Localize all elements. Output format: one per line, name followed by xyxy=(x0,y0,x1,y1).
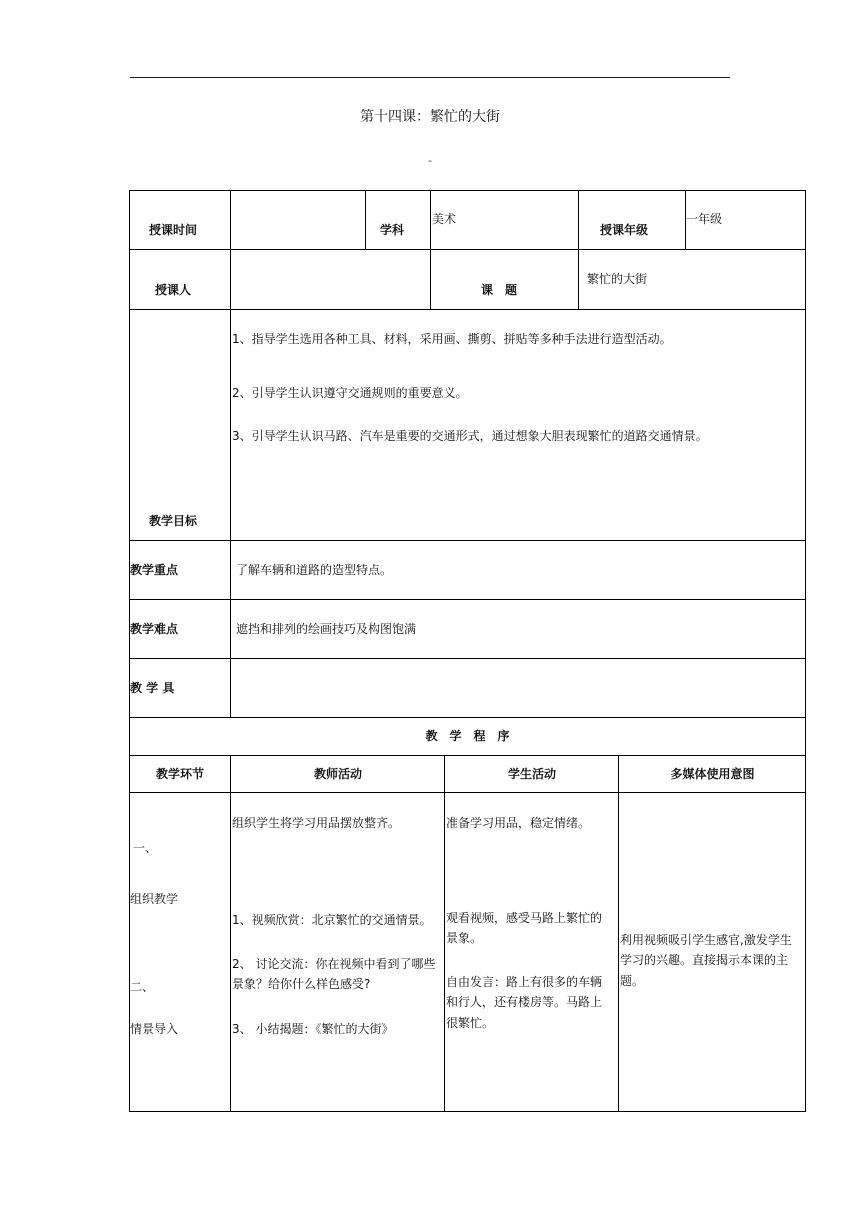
grade-label-cell xyxy=(579,190,686,250)
student-activity-2: 观看视频，感受马路上繁忙的景象。 xyxy=(446,911,603,946)
student-activity-3: 自由发言：路上有很多的车辆和行人，还有楼房等。马路上很繁忙。 xyxy=(446,975,603,1030)
teacher-activity-3: 2、 讨论交流：你在视频中看到了哪些景象？给你什么样色感受? xyxy=(232,957,436,992)
column-header-stage-cell xyxy=(129,756,231,793)
column-header-media-cell xyxy=(619,756,806,793)
tools-label: 教 学 具 xyxy=(130,681,175,695)
key-point-label: 教学重点 xyxy=(130,563,179,577)
column-header-student: 学生活动 xyxy=(507,767,556,781)
tools-value-cell xyxy=(231,659,806,718)
difficulty-label: 教学难点 xyxy=(130,622,179,636)
stage-1-name: 组织教学 xyxy=(130,892,179,906)
stage-2-name: 情景导入 xyxy=(130,1022,179,1036)
column-header-media: 多媒体使用意图 xyxy=(670,767,755,781)
goals-label: 教学目标 xyxy=(149,514,198,528)
goals-content-cell xyxy=(231,310,806,541)
teacher-activity-4: 3、 小结揭题：《繁忙的大街》 xyxy=(232,1022,394,1036)
teacher-label-cell xyxy=(129,250,231,310)
procedure-title: 教 学 程 序 xyxy=(425,729,510,743)
column-header-student-cell xyxy=(445,756,619,793)
key-point-value-cell xyxy=(231,541,806,600)
goal-item-2: 2、引导学生认识遵守交通规则的重要意义。 xyxy=(232,386,468,400)
time-value-cell xyxy=(231,190,366,250)
goals-label-cell xyxy=(129,310,231,541)
key-point-label-cell xyxy=(129,541,231,600)
topic-label-cell xyxy=(431,250,579,310)
stage-2-number: 二、 xyxy=(130,980,155,994)
topic-label: 课 题 xyxy=(481,283,518,297)
teacher-value-cell xyxy=(231,250,431,310)
topic-value-cell xyxy=(579,250,806,310)
media-intent-cell xyxy=(619,793,806,1112)
topic-value: 繁忙的大街 xyxy=(587,272,648,286)
teacher-activity-2: 1、视频欣赏：北京繁忙的交通情景。 xyxy=(232,913,432,927)
column-header-stage: 教学环节 xyxy=(155,767,204,781)
media-intent: 利用视频吸引学生感官,激发学生学习的兴趣。直接揭示本课的主题。 xyxy=(620,933,792,988)
grade-label: 授课年级 xyxy=(600,223,649,237)
teacher-label: 授课人 xyxy=(155,283,192,297)
difficulty-value-cell xyxy=(231,600,806,659)
grade-value-cell xyxy=(686,190,806,250)
subject-label-cell xyxy=(366,190,431,250)
difficulty-label-cell xyxy=(129,600,231,659)
teacher-activity-cell xyxy=(231,793,445,1112)
procedure-title-cell xyxy=(129,718,806,756)
student-activity-cell xyxy=(445,793,619,1112)
subject-label: 学科 xyxy=(380,223,405,237)
document-title: 第十四课：繁忙的大街 xyxy=(360,109,500,125)
time-label: 授课时间 xyxy=(149,223,198,237)
stage-1-number: 一、 xyxy=(133,841,158,855)
top-rule xyxy=(130,77,730,78)
teacher-activity-1: 组织学生将学习用品摆放整齐。 xyxy=(232,816,401,830)
subject-value-cell xyxy=(431,190,579,250)
goal-item-1: 1、指导学生选用各种工具、材料，采用画、撕剪、拼贴等多种手法进行造型活动。 xyxy=(232,332,672,346)
key-point-value: 了解车辆和道路的造型特点。 xyxy=(236,563,393,577)
column-header-teacher: 教师活动 xyxy=(313,767,362,781)
tools-label-cell xyxy=(129,659,231,718)
stage-cell xyxy=(129,793,231,1112)
difficulty-value: 遮挡和排列的绘画技巧及构图饱满 xyxy=(236,622,417,636)
column-header-teacher-cell xyxy=(231,756,445,793)
dash-mark: - xyxy=(428,154,432,167)
student-activity-1: 准备学习用品，稳定情绪。 xyxy=(446,816,591,830)
time-label-cell xyxy=(129,190,231,250)
goal-item-3: 3、引导学生认识马路、汽车是重要的交通形式，通过想象大胆表现繁忙的道路交通情景。 xyxy=(232,429,708,443)
grade-value: 一年级 xyxy=(686,212,723,226)
subject-value: 美术 xyxy=(432,212,457,226)
